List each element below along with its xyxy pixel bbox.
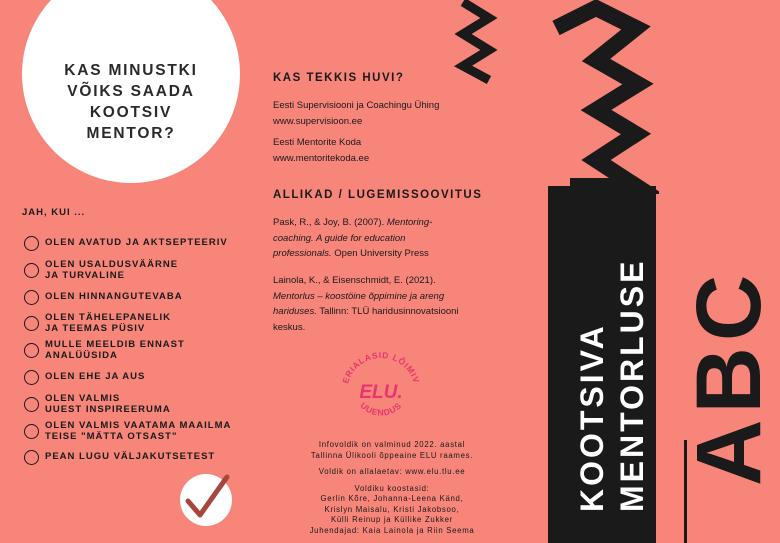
circle-bullet-icon: [24, 236, 39, 251]
reference-1: Pask, R., & Joy, B. (2007). Mentoring- coaching. A guide for education professionals. Open University Press: [273, 217, 433, 259]
question-title: KAS MINUSTKI VÕIKS SAADA KOOTSIV MENTOR?: [64, 62, 198, 142]
cover-title: KOOTSIVA MENTORLUSE: [574, 258, 650, 512]
circle-bullet-icon: [24, 397, 39, 412]
intro-text: JAH, KUI ...: [22, 207, 86, 218]
list-item: OLEN VALMIS VAATAMA MAAILMA TEISE "MÄTTA OTSAST": [24, 421, 231, 442]
circle-bullet-icon: [24, 450, 39, 465]
org-name: Eesti Mentorite Koda: [273, 137, 362, 148]
circle-bullet-icon: [24, 343, 39, 358]
list-item: OLEN TÄHELEPANELIK JA TEEMAS PÜSIV: [24, 313, 171, 334]
sources-heading: ALLIKAD / LUGEMISSOOVITUS: [273, 189, 483, 201]
org-link[interactable]: www.mentoritekoda.ee: [273, 152, 370, 164]
check-icon: [180, 474, 232, 526]
circle-bullet-icon: [24, 424, 39, 439]
logo-top-arc: ERIALASID LÕIMIV: [340, 349, 422, 385]
organisation-list: [273, 98, 533, 166]
circle-bullet-icon: [24, 263, 39, 278]
elu-logo: [333, 346, 429, 426]
check-icon-svg: [180, 474, 232, 526]
zigzag-small: [455, 0, 495, 82]
cover-abc: ABC: [678, 268, 780, 486]
list-item: OLEN USALDUSVÄÄRNE JA TURVALINE: [24, 260, 178, 281]
footer-info: Infovoldik on valminud 2022. aastal Tallinna Ülikooli õppeaine ELU raames. Voldik on allalaetav: www.elu.tlu.ee Voldiku koostasid: Gerlin Kõre, Johanna-Leena Känd, Krislyn Maisalu, Kristi Jakobsoo, Külli Reinup ja Küllike Zukker Juhendajad: Kaia Lainola ja Riin Seema: [272, 440, 512, 536]
list-item: OLEN AVATUD JA AKTSEPTEERIV: [24, 236, 228, 251]
circle-bullet-icon: [24, 316, 39, 331]
reference-2: Lainola, K., & Eisenschmidt, E. (2021). Mentorlus – koostöine õppimine ja areng hariduses. Tallinn: TLÜ haridusinnovatsiooni keskus.: [273, 275, 459, 333]
list-item: PEAN LUGU VÄLJAKUTSETEST: [24, 450, 215, 465]
interest-heading: KAS TEKKIS HUVI?: [273, 72, 405, 84]
circle-bullet-icon: [24, 370, 39, 385]
logo-bottom-arc: UUENDUS: [358, 400, 404, 418]
list-item: OLEN VALMIS UUEST INSPIREERUMA: [24, 394, 171, 415]
list-item: OLEN HINNANGUTEVABA: [24, 290, 183, 305]
org-name: Eesti Supervisiooni ja Coachingu Ühing: [273, 100, 440, 111]
list-item: MULLE MEELDIB ENNAST ANALÜÜSIDA: [24, 340, 185, 361]
download-link[interactable]: Voldik on allalaetav: www.elu.tlu.ee: [318, 467, 466, 476]
list-item: OLEN EHE JA AUS: [24, 370, 145, 385]
circle-bullet-icon: [24, 290, 39, 305]
org-link[interactable]: www.supervisioon.ee: [273, 115, 363, 127]
logo-center: ELU.: [359, 382, 403, 403]
